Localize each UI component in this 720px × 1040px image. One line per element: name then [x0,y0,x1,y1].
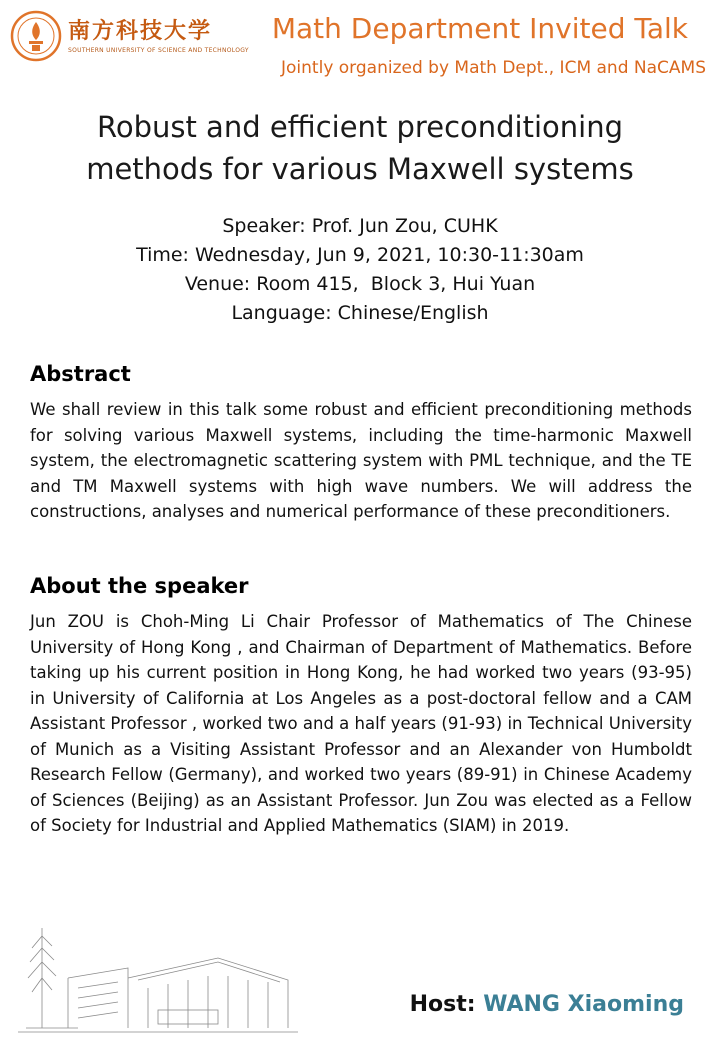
talk-title-line-1: Robust and efficient preconditioning [96,110,623,144]
university-name-cn: 南方科技大学 [68,18,213,44]
abstract-heading: Abstract [30,362,131,386]
talk-title [40,106,680,190]
host-line [410,992,684,1017]
campus-building-sketch [18,918,298,1038]
abstract-text: We shall review in this talk some robust and efficient preconditioning methods for solving various Maxwell systems, including the time-harmonic Maxwell system, the electromagnetic scattering system with PML technique, and the TE and TM Maxwell systems with high wave numbers. We will address the constructions, analyses and numerical performance of these preconditioners. [30,400,692,521]
speaker-line: Speaker: Prof. Jun Zou, CUHK [222,215,498,237]
about-heading: About the speaker [30,574,249,598]
about-text: Jun ZOU is Choh-Ming Li Chair Professor of Mathematics of The Chinese University of Hong Kong , and Chairman of Department of Mathematics. Before taking up his current position in Hong Kong, he had worked two years (93-95) in University of California at Los Angeles as a post-doctoral fellow and a CAM Assistant Professor , worked two and a half years (91-93) in Technical University of Munich as a Visiting Assistant Professor and an Alexander von Humboldt Research Fellow (Germany), and worked two years (89-91) in Chinese Academy of Sciences (Beijing) as an Assistant Professor. Jun Zou was elected as a Fellow of Society for Industrial and Applied Mathematics (SIAM) in 2019. [30,612,692,835]
page-title: Math Department Invited Talk [271,12,688,45]
page-subtitle: Jointly organized by Math Dept., ICM and NaCAMS [281,58,706,78]
header [0,0,720,90]
host-name: WANG Xiaoming [483,992,684,1017]
university-name-en: SOUTHERN UNIVERSITY OF SCIENCE AND TECHNOLOGY [68,47,249,54]
talk-title-line-2: methods for various Maxwell systems [86,152,634,186]
language-line: Language: Chinese/English [231,302,489,324]
venue-line: Venue: Room 415, Block 3, Hui Yuan [184,273,536,295]
university-emblem-icon [10,10,62,62]
host-label: Host: [409,992,484,1017]
talk-info [60,212,660,328]
time-line: Time: Wednesday, Jun 9, 2021, 10:30-11:30am [136,244,584,266]
